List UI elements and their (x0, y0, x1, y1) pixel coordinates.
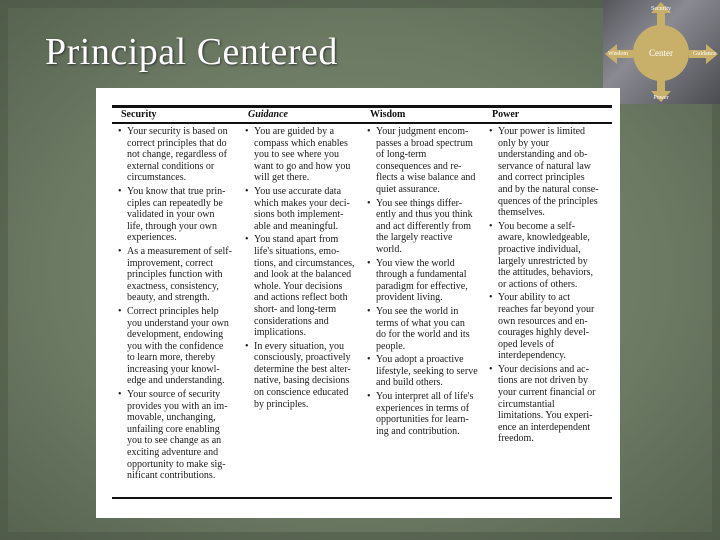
list-item: • You adopt a proactive lifestyle, seeking to serve and build others. (367, 354, 489, 389)
list-item: • Correct principles help you understand your own development, endowing you with the confidence to learn more, thereby increasing your knowl- edge and understanding. (118, 306, 240, 387)
diagram-bottom-label: Power (653, 95, 669, 101)
table-bottom-rule (112, 497, 612, 499)
slide-title: Principal Centered (45, 31, 338, 73)
list-item: • You see the world in terms of what you can do for the world and its people. (367, 306, 489, 352)
list-item: • Your decisions and ac- tions are not driven by your current financial or circumstantial limitations. You experi- ence an interdependent freedom. (489, 364, 611, 445)
diagram-left-label: Wisdom (607, 51, 629, 57)
list-item: • Your source of security provides you with an im- movable, unchanging, unfailing core enabling you to see change as an exciting adventure and opportunity to make sig- nificant contributions. (118, 389, 240, 482)
header-power: Power (492, 109, 520, 120)
list-item: • You interpret all of life's experiences in terms of opportunities for learn- ing and contribution. (367, 391, 489, 437)
list-item: • You use accurate data which makes your deci- sions both implement- able and meaningful. (245, 186, 367, 232)
header-guidance: Guidance (248, 109, 288, 120)
list-item: • You are guided by a compass which enables you to see where you want to go and how you will get there. (245, 126, 367, 184)
column-security (118, 126, 240, 484)
table-top-rule (112, 105, 612, 108)
list-item: • Your power is limited only by your understanding and ob- servance of natural law and correct principles and by the natural conse- quences of the principles themselves. (489, 126, 611, 219)
header-security: Security (121, 109, 157, 120)
column-power (489, 126, 611, 447)
list-item: • Your security is based on correct principles that do not change, regardless of external conditions or circumstances. (118, 126, 240, 184)
list-item: • You stand apart from life's situations, emo- tions, and circumstances, and look at the balanced whole. Your decisions and actions reflect both short- and long-term considerations and implications. (245, 234, 367, 338)
column-wisdom (367, 126, 489, 439)
diagram-right-label: Guidance (693, 51, 716, 57)
list-item: • You become a self- aware, knowledgeable, proactive individual, largely unrestricted by the attitudes, behaviors, or actions of others. (489, 221, 611, 291)
header-rule (112, 122, 612, 124)
list-item: • In every situation, you consciously, proactively determine the best alter- native, basing decisions on conscience educated by principles. (245, 341, 367, 411)
center-diagram (603, 0, 720, 104)
list-item: • As a measurement of self- improvement, correct principles function with exactness, consistency, beauty, and strength. (118, 246, 240, 304)
header-wisdom: Wisdom (370, 109, 406, 120)
column-guidance (245, 126, 367, 412)
diagram-top-label: Security (651, 6, 671, 12)
principles-table (96, 88, 620, 518)
list-item: • Your ability to act reaches far beyond your own resources and en- courages highly devel- oped levels of interdependency. (489, 292, 611, 362)
list-item: • You view the world through a fundamental paradigm for effective, provident living. (367, 258, 489, 304)
diagram-center-label: Center (649, 48, 673, 58)
list-item: • You see things differ- ently and thus you think and act differently from the largely reactive world. (367, 198, 489, 256)
list-item: • You know that true prin- ciples can repeatedly be validated in your own life, through your own experiences. (118, 186, 240, 244)
list-item: • Your judgment encom- passes a broad spectrum of long-term consequences and re- flects a wise balance and quiet assurance. (367, 126, 489, 196)
